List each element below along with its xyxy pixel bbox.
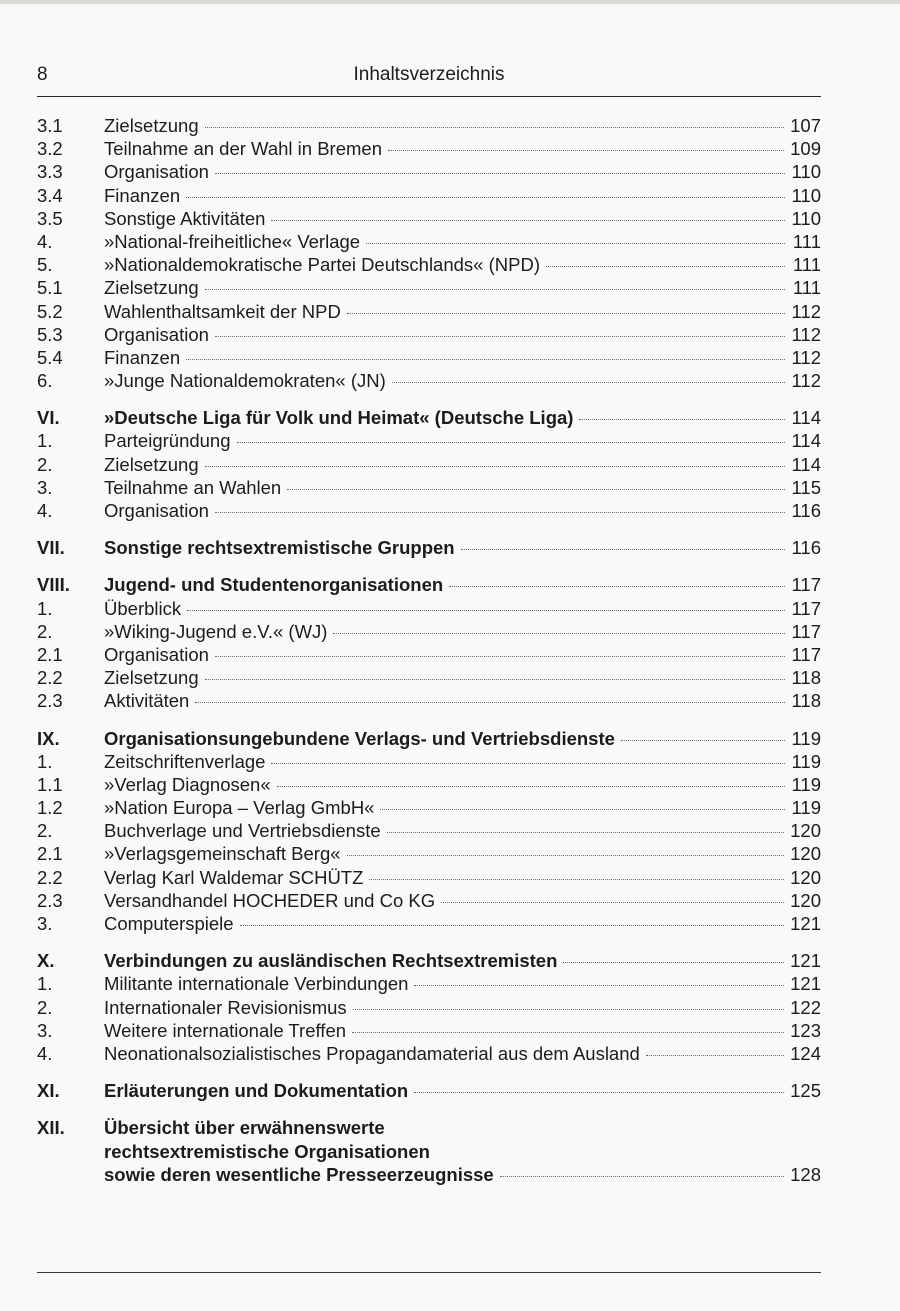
toc-number: 3.5 (37, 207, 63, 229)
toc-page-number: 117 (791, 597, 821, 619)
toc-number: 2.3 (37, 889, 63, 911)
toc-title: Zielsetzung (104, 453, 199, 475)
toc-page-number: 111 (792, 230, 821, 252)
toc-page-number: 114 (791, 407, 821, 429)
dot-leader (461, 549, 785, 550)
toc-title: Teilnahme an Wahlen (104, 476, 282, 498)
dot-leader (333, 633, 785, 634)
toc-number: 5. (37, 254, 53, 276)
toc-chapter-entry (37, 727, 821, 750)
toc-title: sowie deren wesentliche Presseerzeugnisse (104, 1163, 494, 1185)
toc-number: 3. (37, 476, 53, 498)
toc-page-number: 119 (791, 797, 821, 819)
dot-leader (187, 610, 785, 611)
toc-title-line (37, 1163, 821, 1186)
toc-number: 3.4 (37, 184, 63, 206)
toc-number: 2. (37, 620, 53, 642)
toc-number: 3. (37, 913, 53, 934)
toc-page-number: 119 (791, 727, 821, 749)
toc-title: »Nation Europa – Verlag GmbH« (104, 797, 375, 819)
toc-number: 6. (37, 370, 53, 392)
toc-page-number: 123 (790, 1019, 821, 1041)
toc-title: Zeitschriftenverlage (104, 750, 266, 772)
toc-number: XI. (37, 1080, 60, 1102)
dot-leader (215, 336, 785, 337)
dot-leader (186, 197, 785, 198)
toc-chapter-entry (37, 573, 821, 596)
toc-entry (37, 207, 821, 230)
page-header (37, 62, 821, 97)
toc-page-number: 111 (792, 254, 821, 276)
toc-page-number: 121 (790, 950, 821, 972)
toc-number: IX. (37, 727, 60, 749)
toc-page-number: 110 (791, 207, 821, 229)
toc-title: »Nationaldemokratische Partei Deutschlands« (NPD) (104, 254, 540, 276)
toc-title: Jugend- und Studentenorganisationen (104, 574, 444, 596)
dot-leader (646, 1055, 784, 1056)
toc-title: Teilnahme an der Wahl in Bremen (104, 138, 382, 160)
toc-number-spacer (37, 1140, 104, 1163)
dot-leader (195, 702, 785, 703)
toc-page-number: 111 (792, 277, 821, 299)
toc-entry (37, 1019, 821, 1042)
toc-entry (37, 666, 821, 689)
toc-entry (37, 750, 821, 773)
dot-leader (380, 809, 785, 810)
table-of-contents (37, 114, 821, 1186)
toc-title: »Wiking-Jugend e.V.« (WJ) (104, 620, 328, 642)
dot-leader (271, 220, 785, 221)
dot-leader (449, 586, 785, 587)
toc-title: Aktivitäten (104, 690, 190, 712)
toc-title-line (37, 1116, 821, 1139)
toc-entry (37, 643, 821, 666)
toc-entry (37, 842, 821, 865)
dot-leader (414, 985, 784, 986)
toc-page-number: 121 (790, 973, 821, 995)
dot-leader (387, 832, 784, 833)
dot-leader (369, 879, 784, 880)
toc-title: »National-freiheitliche« Verlage (104, 230, 361, 252)
footer-rule (37, 1272, 821, 1273)
dot-leader (347, 855, 785, 856)
toc-page-number: 119 (791, 773, 821, 795)
toc-number: 2.2 (37, 667, 63, 689)
toc-page-number: 118 (791, 667, 821, 689)
toc-chapter-entry (37, 1079, 821, 1102)
toc-page-number: 112 (791, 323, 821, 345)
dot-leader (352, 1032, 784, 1033)
toc-entry (37, 230, 821, 253)
toc-title: Übersicht über erwähnenswerte (104, 1117, 385, 1139)
toc-number: 4. (37, 230, 53, 252)
toc-number: 2. (37, 996, 53, 1018)
toc-number: 2. (37, 453, 53, 475)
toc-number: 4. (37, 500, 53, 521)
toc-title: Finanzen (104, 184, 181, 206)
toc-title: Verlag Karl Waldemar SCHÜTZ (104, 866, 364, 888)
toc-page-number: 122 (790, 996, 821, 1018)
toc-entry (37, 889, 821, 912)
dot-leader (347, 313, 785, 314)
toc-title: Computerspiele (104, 913, 234, 934)
toc-title: Verbindungen zu ausländischen Rechtsextremisten (104, 950, 558, 972)
toc-entry (37, 796, 821, 819)
toc-number: 3. (37, 1019, 53, 1041)
toc-title: Zielsetzung (104, 115, 199, 136)
toc-entry (37, 597, 821, 620)
dot-leader (205, 679, 785, 680)
dot-leader (205, 466, 785, 467)
toc-title: rechtsextremistische Organisationen (104, 1140, 430, 1162)
dot-leader (546, 266, 785, 267)
dot-leader (414, 1092, 784, 1093)
toc-page-number: 117 (791, 574, 821, 596)
toc-title: Neonationalsozialistisches Propagandamaterial aus dem Ausland (104, 1042, 640, 1064)
toc-entry (37, 369, 821, 392)
toc-page-number: 128 (790, 1163, 821, 1185)
toc-entry (37, 429, 821, 452)
toc-page-number: 115 (791, 476, 821, 498)
toc-page-number: 112 (791, 370, 821, 392)
toc-number: 1. (37, 597, 53, 619)
toc-page-number: 120 (790, 866, 821, 888)
toc-entry (37, 323, 821, 346)
dot-leader (215, 512, 785, 513)
toc-entry (37, 499, 821, 522)
toc-entry (37, 346, 821, 369)
toc-number: X. (37, 950, 55, 972)
toc-number: 3.1 (37, 115, 63, 136)
toc-page-number: 109 (790, 138, 821, 160)
toc-title: Erläuterungen und Dokumentation (104, 1080, 409, 1102)
toc-page-number: 118 (791, 690, 821, 712)
dot-leader (579, 419, 785, 420)
dot-leader (277, 786, 785, 787)
toc-number: 4. (37, 1042, 53, 1064)
toc-page-number: 125 (790, 1080, 821, 1102)
toc-entry (37, 620, 821, 643)
toc-title: Zielsetzung (104, 667, 199, 689)
toc-title: Organisation (104, 643, 209, 665)
toc-title: Versandhandel HOCHEDER und Co KG (104, 889, 436, 911)
toc-entry (37, 912, 821, 935)
toc-number: 1. (37, 973, 53, 995)
toc-page-number: 116 (791, 500, 821, 521)
toc-entry (37, 773, 821, 796)
dot-leader (500, 1176, 784, 1177)
toc-page-number: 112 (791, 346, 821, 368)
toc-entry (37, 453, 821, 476)
toc-number: 2.3 (37, 690, 63, 712)
toc-entry (37, 300, 821, 323)
toc-title: »Junge Nationaldemokraten« (JN) (104, 370, 386, 392)
toc-title: Wahlenthaltsamkeit der NPD (104, 300, 341, 322)
toc-number: 2.2 (37, 866, 63, 888)
dot-leader (388, 150, 784, 151)
dot-leader (237, 442, 785, 443)
dot-leader (287, 489, 785, 490)
toc-title: Militante internationale Verbindungen (104, 973, 409, 995)
toc-entry (37, 137, 821, 160)
toc-page-number: 114 (791, 430, 821, 452)
dot-leader (392, 382, 785, 383)
toc-chapter-entry (37, 1116, 821, 1186)
toc-number: 1. (37, 430, 53, 452)
toc-title: »Verlagsgemeinschaft Berg« (104, 843, 341, 865)
running-title: Inhaltsverzeichnis (353, 64, 505, 85)
toc-title: Sonstige Aktivitäten (104, 207, 266, 229)
toc-entry (37, 689, 821, 712)
toc-title: Organisation (104, 323, 209, 345)
toc-number: 1.1 (37, 773, 63, 795)
toc-number: 2. (37, 820, 53, 842)
toc-title: Internationaler Revisionismus (104, 996, 347, 1018)
toc-title: Finanzen (104, 346, 181, 368)
dot-leader (353, 1009, 784, 1010)
toc-page-number: 120 (790, 843, 821, 865)
toc-page-number: 117 (791, 620, 821, 642)
toc-page-number: 124 (790, 1042, 821, 1064)
toc-title: Zielsetzung (104, 277, 199, 299)
page-number: 8 (37, 64, 48, 85)
dot-leader (271, 763, 785, 764)
toc-entry (37, 114, 821, 137)
toc-title: »Verlag Diagnosen« (104, 773, 271, 795)
toc-entry (37, 819, 821, 842)
toc-title: Weitere internationale Treffen (104, 1019, 347, 1041)
toc-number: VI. (37, 407, 60, 429)
toc-title: Überblick (104, 597, 182, 619)
toc-page-number: 119 (791, 750, 821, 772)
toc-page-number: 120 (790, 889, 821, 911)
toc-entry (37, 996, 821, 1019)
toc-number: XII. (37, 1117, 65, 1139)
toc-page-number: 116 (791, 537, 821, 559)
toc-page-number: 114 (791, 453, 821, 475)
toc-title: Sonstige rechtsextremistische Gruppen (104, 537, 455, 559)
toc-entry (37, 1042, 821, 1065)
toc-number: 3.2 (37, 138, 63, 160)
toc-entry (37, 972, 821, 995)
dot-leader (205, 127, 785, 128)
toc-entry (37, 184, 821, 207)
dot-leader (215, 173, 785, 174)
toc-title: Parteigründung (104, 430, 231, 452)
toc-chapter-entry (37, 406, 821, 429)
toc-title: Organisationsungebundene Verlags- und Vertriebsdienste (104, 727, 615, 749)
dot-leader (205, 289, 785, 290)
toc-number: 2.1 (37, 643, 63, 665)
dot-leader (366, 243, 785, 244)
toc-title: Buchverlage und Vertriebsdienste (104, 820, 381, 842)
toc-number: 5.1 (37, 277, 63, 299)
toc-entry (37, 276, 821, 299)
dot-leader (441, 902, 784, 903)
dot-leader (563, 962, 784, 963)
toc-entry (37, 866, 821, 889)
toc-page-number: 107 (790, 115, 821, 136)
toc-page-number: 117 (791, 643, 821, 665)
dot-leader (621, 740, 785, 741)
toc-number: VII. (37, 537, 65, 559)
toc-number: 5.2 (37, 300, 63, 322)
toc-number: 2.1 (37, 843, 63, 865)
dot-leader (186, 359, 785, 360)
toc-number: 3.3 (37, 161, 63, 183)
toc-entry (37, 253, 821, 276)
toc-entry (37, 160, 821, 183)
dot-leader (240, 925, 785, 926)
toc-page-number: 110 (791, 184, 821, 206)
toc-chapter-entry (37, 536, 821, 559)
dot-leader (215, 656, 785, 657)
toc-title: Organisation (104, 161, 209, 183)
toc-title-line (37, 1140, 821, 1163)
toc-entry (37, 476, 821, 499)
toc-page-number: 120 (790, 820, 821, 842)
toc-page-number: 121 (790, 913, 821, 934)
toc-title: Organisation (104, 500, 209, 521)
toc-number: VIII. (37, 574, 70, 596)
toc-chapter-entry (37, 949, 821, 972)
toc-number: 1.2 (37, 797, 63, 819)
toc-number: 5.3 (37, 323, 63, 345)
toc-page-number: 112 (791, 300, 821, 322)
toc-page-number: 110 (791, 161, 821, 183)
toc-number: 1. (37, 750, 53, 772)
toc-number: 5.4 (37, 346, 63, 368)
toc-title: »Deutsche Liga für Volk und Heimat« (Deutsche Liga) (104, 407, 574, 429)
